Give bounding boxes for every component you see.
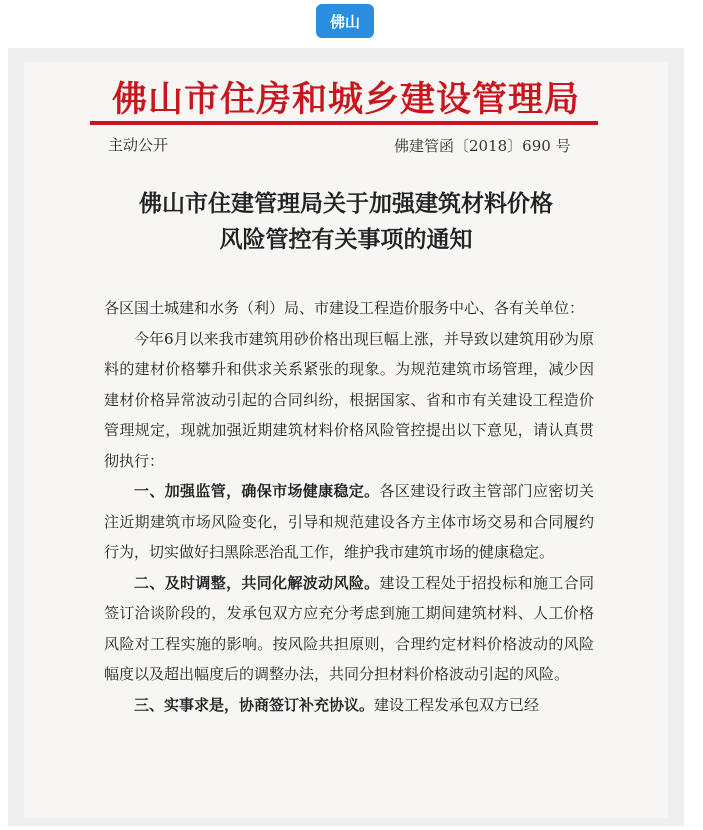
section-heading-1: 一、加强监管，确保市场健康稳定。 — [134, 482, 380, 500]
notice-title-line-1: 佛山市住建管理局关于加强建筑材料价格 — [139, 190, 553, 217]
notice-title — [24, 186, 668, 258]
intro-paragraph: 今年6月以来我市建筑用砂价格出现巨幅上涨，并导致以建筑用砂为原料的建材价格攀升和供求关系紧张的现象。为规范建筑市场管理，减少因建材价格异常波动引起的合同纠纷，根据国家、省和市有关建设工程造价管理规定，现就加强近期建筑材料价格风险管控提出以下意见，请认真贯彻执行： — [104, 329, 594, 470]
document-number: 佛建管函〔2018〕690 号 — [394, 137, 571, 155]
section-text-1: 各区建设行政主管部门应密切关注近期建筑市场风险变化，引导和规范建设各方主体市场交易和合同履约行为，切实做好扫黑除恶治乱工作，维护我市建筑市场的健康稳定。 — [104, 482, 594, 561]
section-paragraph-3 — [104, 690, 594, 721]
section-text-3: 建设工程发承包双方已经 — [374, 695, 540, 714]
notice-title-line-2: 风险管控有关事项的通知 — [219, 226, 473, 253]
issuing-org-title: 佛山市住房和城乡建设管理局 — [111, 79, 580, 120]
section-text-2: 建设工程处于招投标和施工合同签订洽谈阶段的，发承包双方应充分考虑到施工期间建筑材料、人工价格风险对工程实施的影响。按风险共担原则，合理约定材料价格波动的风险幅度以及超出幅度后的调整办法，共同分担材料价格波动引起的风险。 — [104, 573, 594, 683]
notice-body — [104, 293, 594, 720]
red-header-divider — [90, 121, 598, 125]
section-paragraph-1 — [104, 476, 594, 568]
location-tag[interactable]: 佛山 — [316, 4, 374, 38]
document-page — [24, 62, 668, 818]
disclosure-label: 主动公开 — [108, 136, 169, 154]
section-heading-3: 三、实事求是，协商签订补充协议。 — [134, 695, 375, 714]
section-heading-2: 二、及时调整，共同化解波动风险。 — [134, 573, 380, 592]
salutation: 各区国土城建和水务（利）局、市建设工程造价服务中心、各有关单位： — [104, 299, 585, 317]
section-paragraph-2 — [104, 568, 594, 690]
